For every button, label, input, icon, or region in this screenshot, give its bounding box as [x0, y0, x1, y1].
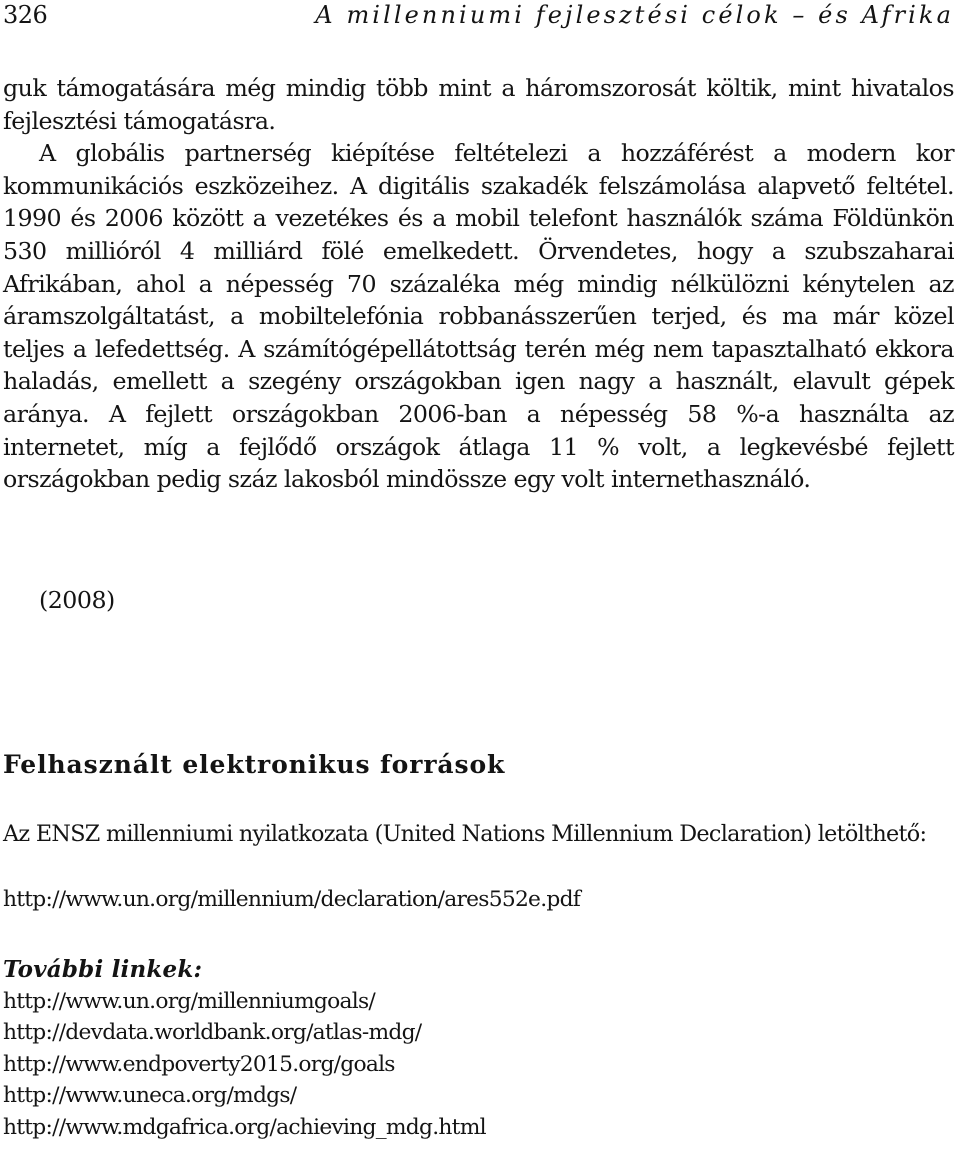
- further-links-label-text: További linkek: [3, 956, 194, 983]
- link-uneca-mdgs[interactable]: http://www.uneca.org/mdgs/: [3, 1083, 297, 1109]
- publication-year: (2008): [39, 586, 115, 614]
- body-text: [3, 72, 954, 496]
- further-links-label: [3, 954, 202, 986]
- further-link-item: [3, 1049, 486, 1080]
- further-link-item: [3, 986, 486, 1017]
- sources-heading: Felhasznált elektronikus források: [3, 750, 506, 779]
- declaration-link[interactable]: http://www.un.org/millennium/declaration/ares552e.pdf: [3, 887, 581, 912]
- link-endpoverty2015[interactable]: http://www.endpoverty2015.org/goals: [3, 1051, 395, 1077]
- sources-description-block: [3, 818, 954, 850]
- further-links-label-colon: :: [193, 956, 203, 983]
- page-number: 326: [3, 1, 48, 29]
- paragraph-global-partnership: A globális partnerség kiépítése feltételezi a hozzáférést a modern kor kommunikációs eszközeihez. A digitális szakadék felszámolása alapvető feltétel. 1990 és 2006 között a vezetékes és a mobil telefont használók száma Földünkön 530 millióról 4 milliárd fölé emelkedett. Örvendetes, hogy a szubszaharai Afrikában, ahol a népesség 70 százaléka még mindig nélkülözni kénytelen az áramszolgáltatást, a mobiltelefónia robbanásszerűen terjed, és ma már közel teljes a lefedettség. A számítógépellátottság terén még nem tapasztalható ekkora haladás, emellett a szegény országokban igen nagy a használt, elavult gépek aránya. A fejlett országokban 2006-ban a népesség 58 %-a használta az internetet, míg a fejlődő országok átlaga 11 % volt, a legkevésbé fejlett országokban pedig száz lakosból mindössze egy volt internethasználó.: [3, 139, 954, 494]
- further-links-list: [3, 986, 486, 1143]
- further-link-item: [3, 1017, 486, 1048]
- link-mdgafrica[interactable]: http://www.mdgafrica.org/achieving_mdg.html: [3, 1114, 486, 1140]
- running-header: [3, 0, 954, 32]
- paragraph-continuation: guk támogatására még mindig több mint a háromszorosát költik, mint hivatalos fejlesztési támogatásra.: [3, 74, 954, 135]
- running-title: A millenniumi fejlesztési célok – és Afrika: [315, 1, 954, 29]
- further-link-item: [3, 1080, 486, 1111]
- link-un-millenniumgoals[interactable]: http://www.un.org/millenniumgoals/: [3, 989, 376, 1014]
- further-link-item: [3, 1112, 486, 1143]
- sources-description: Az ENSZ millenniumi nyilatkozata (United Nations Millennium Declaration) letölthető:: [3, 821, 927, 847]
- link-worldbank-atlas[interactable]: http://devdata.worldbank.org/atlas-mdg/: [3, 1020, 422, 1046]
